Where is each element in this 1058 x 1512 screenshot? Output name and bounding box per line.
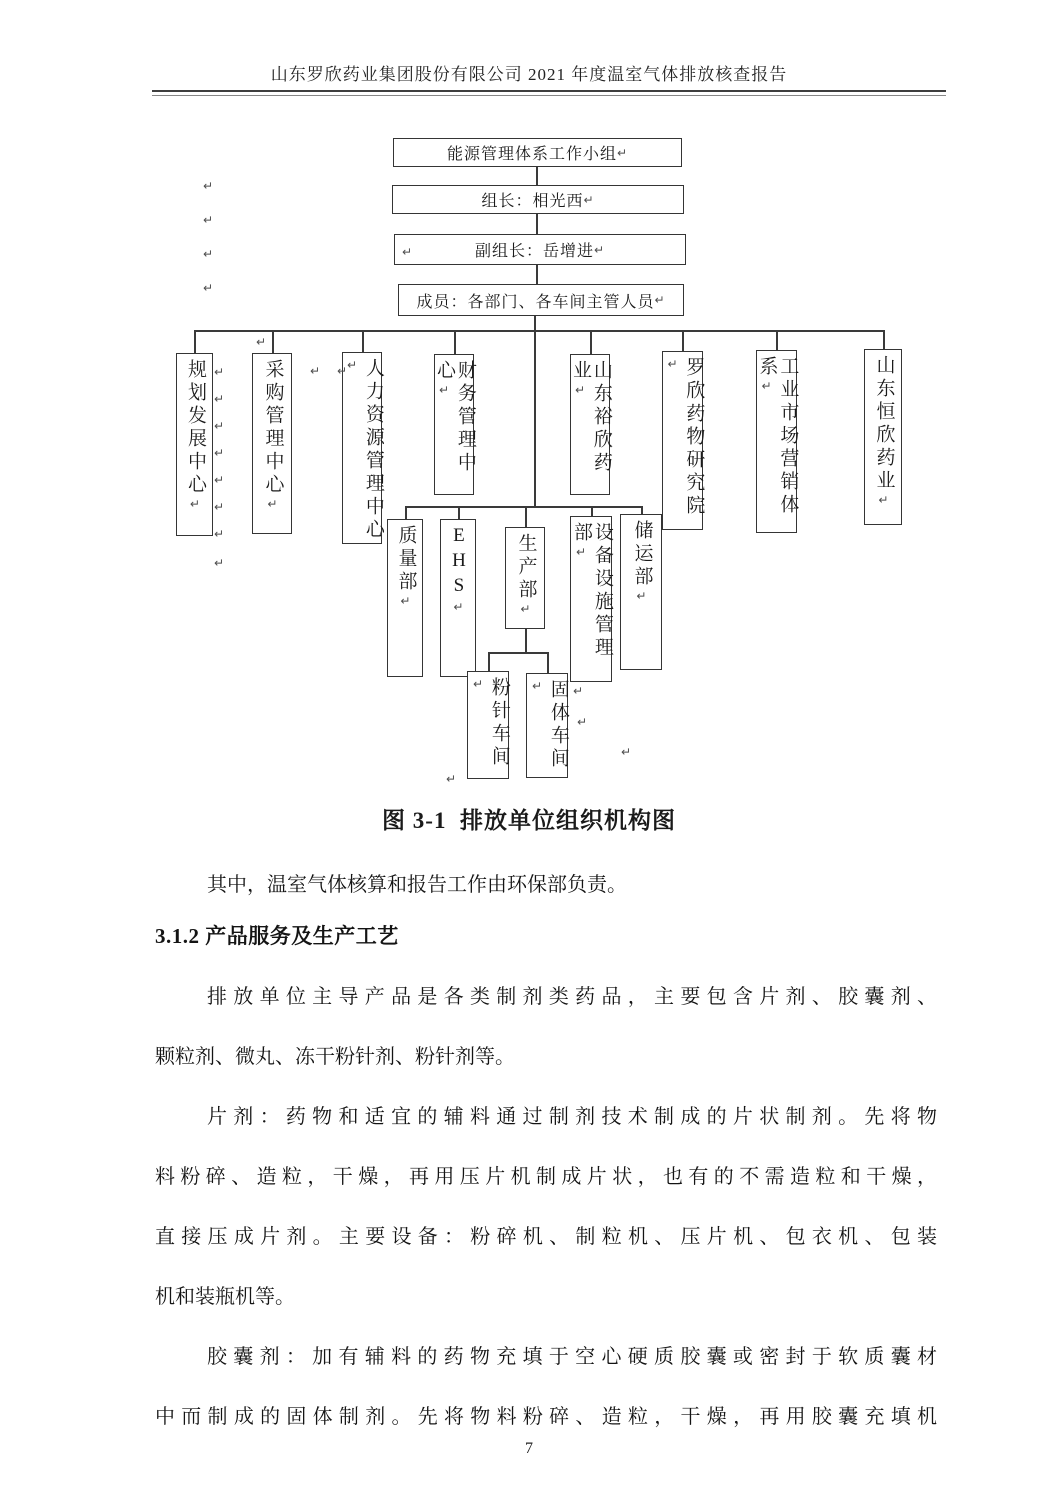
paragraph-mark-icon: ↵	[573, 684, 584, 698]
connector-line	[458, 506, 460, 520]
paragraph-mark-icon: ↵	[573, 383, 587, 401]
org-box-hr-center: 人力资源管理中心↵	[342, 352, 382, 544]
connector-line	[405, 506, 642, 508]
org-box-members: 成员：各部门、各车间主管人员 ↵	[398, 284, 684, 316]
paragraph-mark-icon: ↵	[583, 192, 595, 207]
connector-line	[536, 167, 538, 185]
paragraph-mark-icon: ↵	[214, 392, 225, 406]
connector-line	[272, 330, 274, 353]
org-box-research-institute: 罗欣药物研究院↵	[662, 351, 703, 530]
paragraph-mark-icon: ↵	[437, 383, 451, 401]
connector-line	[488, 652, 548, 654]
org-box-vice-leader: 副组长：岳增进 ↵	[394, 234, 686, 265]
paragraph-mark-icon: ↵	[214, 473, 225, 487]
header-rule	[152, 90, 946, 96]
body-line: 片剂：药物和适宜的辅料通过制剂技术制成的片状制剂。先将物	[207, 1106, 937, 1128]
connector-line	[405, 506, 407, 520]
org-box-planning-center: 规划发展中心↵	[176, 353, 213, 536]
body-line: 胶囊剂：加有辅料的药物充填于空心硬质胶囊或密封于软质囊材	[207, 1346, 937, 1368]
paragraph-mark-icon: ↵	[214, 500, 225, 514]
paragraph-mark-icon: ↵	[759, 379, 774, 397]
org-box-production-dept: 生产部↵	[505, 527, 545, 629]
connector-line	[682, 330, 684, 351]
paragraph-mark-icon: ↵	[398, 594, 413, 612]
org-box-finance-center: 财务管理中心↵	[434, 354, 474, 495]
connector-line	[534, 316, 536, 506]
paragraph-mark-icon: ↵	[665, 357, 680, 375]
paragraph-mark-icon: ↵	[256, 335, 267, 349]
paragraph-mark-icon: ↵	[203, 179, 214, 193]
org-box-ehs-dept: EHS↵	[440, 519, 476, 677]
paragraph-mark-icon: ↵	[530, 679, 544, 697]
org-box-procurement-center: 采购管理中心↵	[252, 353, 292, 534]
section-heading: 3.1.2 产品服务及生产工艺	[155, 924, 399, 948]
paragraph-mark-icon: ↵	[471, 677, 485, 695]
body-line: 其中，温室气体核算和报告工作由环保部负责。	[207, 874, 627, 896]
paragraph-mark-icon: ↵	[577, 715, 588, 729]
org-box-storage-dept: 储运部↵	[620, 514, 662, 670]
body-line: 中而制成的固体制剂。先将物料粉碎、造粒，干燥，再用胶囊充填机	[155, 1406, 937, 1428]
paragraph-mark-icon: ↵	[203, 213, 214, 227]
org-box-hengxin-pharma: 山东恒欣药业↵	[864, 349, 902, 525]
body-line: 料粉碎、造粒，干燥，再用压片机制成片状，也有的不需造粒和干燥，	[155, 1166, 937, 1188]
page-number: 7	[525, 1440, 533, 1457]
connector-line	[362, 330, 364, 352]
paragraph-mark-icon: ↵	[621, 745, 632, 759]
org-box-yuxin-pharma: 山东裕欣药业↵	[570, 354, 610, 495]
paragraph-mark-icon: ↵	[203, 247, 214, 261]
org-box-leader: 组长：相光西 ↵	[392, 185, 684, 214]
paragraph-mark-icon: ↵	[654, 293, 666, 307]
connector-line	[194, 330, 196, 353]
body-line: 颗粒剂、微丸、冻干粉针剂、粉针剂等。	[155, 1046, 515, 1068]
body-line: 排放单位主导产品是各类制剂类药品，主要包含片剂、胶囊剂、	[207, 986, 937, 1008]
paragraph-mark-icon: ↵	[876, 493, 891, 511]
paragraph-mark-icon: ↵	[446, 772, 457, 786]
paragraph-mark-icon: ↵	[345, 358, 359, 376]
paragraph-mark-icon: ↵	[402, 245, 413, 259]
paragraph-mark-icon: ↵	[518, 602, 533, 620]
paragraph-mark-icon: ↵	[574, 545, 588, 563]
body-line: 机和装瓶机等。	[155, 1286, 295, 1308]
paragraph-mark-icon: ↵	[187, 497, 202, 515]
org-box-marketing-system: 工业市场营销体系↵	[756, 350, 797, 533]
paragraph-mark-icon: ↵	[214, 446, 225, 460]
org-box-powder-injection-workshop: 粉针车间↵	[467, 671, 509, 779]
connector-line	[525, 506, 527, 527]
figure-caption: 图 3-1 排放单位组织机构图	[382, 808, 676, 833]
org-box-solid-workshop: 固体车间↵	[526, 673, 568, 778]
paragraph-mark-icon: ↵	[616, 145, 629, 160]
paragraph-mark-icon: ↵	[214, 556, 225, 570]
paragraph-mark-icon: ↵	[337, 364, 348, 378]
paragraph-mark-icon: ↵	[310, 364, 321, 378]
connector-line	[776, 330, 778, 350]
connector-line	[194, 330, 884, 332]
connector-line	[488, 652, 490, 671]
paragraph-mark-icon: ↵	[634, 589, 649, 607]
connector-line	[536, 265, 538, 284]
org-box-equipment-dept: 设备设施管理部↵	[570, 516, 612, 682]
connector-line	[525, 629, 527, 652]
paragraph-mark-icon: ↵	[214, 365, 225, 379]
org-box-quality-dept: 质量部↵	[387, 519, 423, 677]
connector-line	[547, 652, 549, 673]
paragraph-mark-icon: ↵	[451, 600, 466, 618]
connector-line	[883, 330, 885, 349]
paragraph-mark-icon: ↵	[265, 497, 280, 515]
connector-line	[536, 214, 538, 234]
org-box-work-group: 能源管理体系工作小组 ↵	[393, 138, 682, 167]
page-header-title: 山东罗欣药业集团股份有限公司 2021 年度温室气体排放核查报告	[270, 65, 788, 84]
paragraph-mark-icon: ↵	[214, 419, 225, 433]
connector-line	[454, 330, 456, 354]
connector-line	[590, 330, 592, 354]
paragraph-mark-icon: ↵	[214, 527, 225, 541]
paragraph-mark-icon: ↵	[203, 281, 214, 295]
paragraph-mark-icon: ↵	[593, 242, 606, 257]
body-line: 直接压成片剂。主要设备：粉碎机、制粒机、压片机、包衣机、包装	[155, 1226, 937, 1248]
